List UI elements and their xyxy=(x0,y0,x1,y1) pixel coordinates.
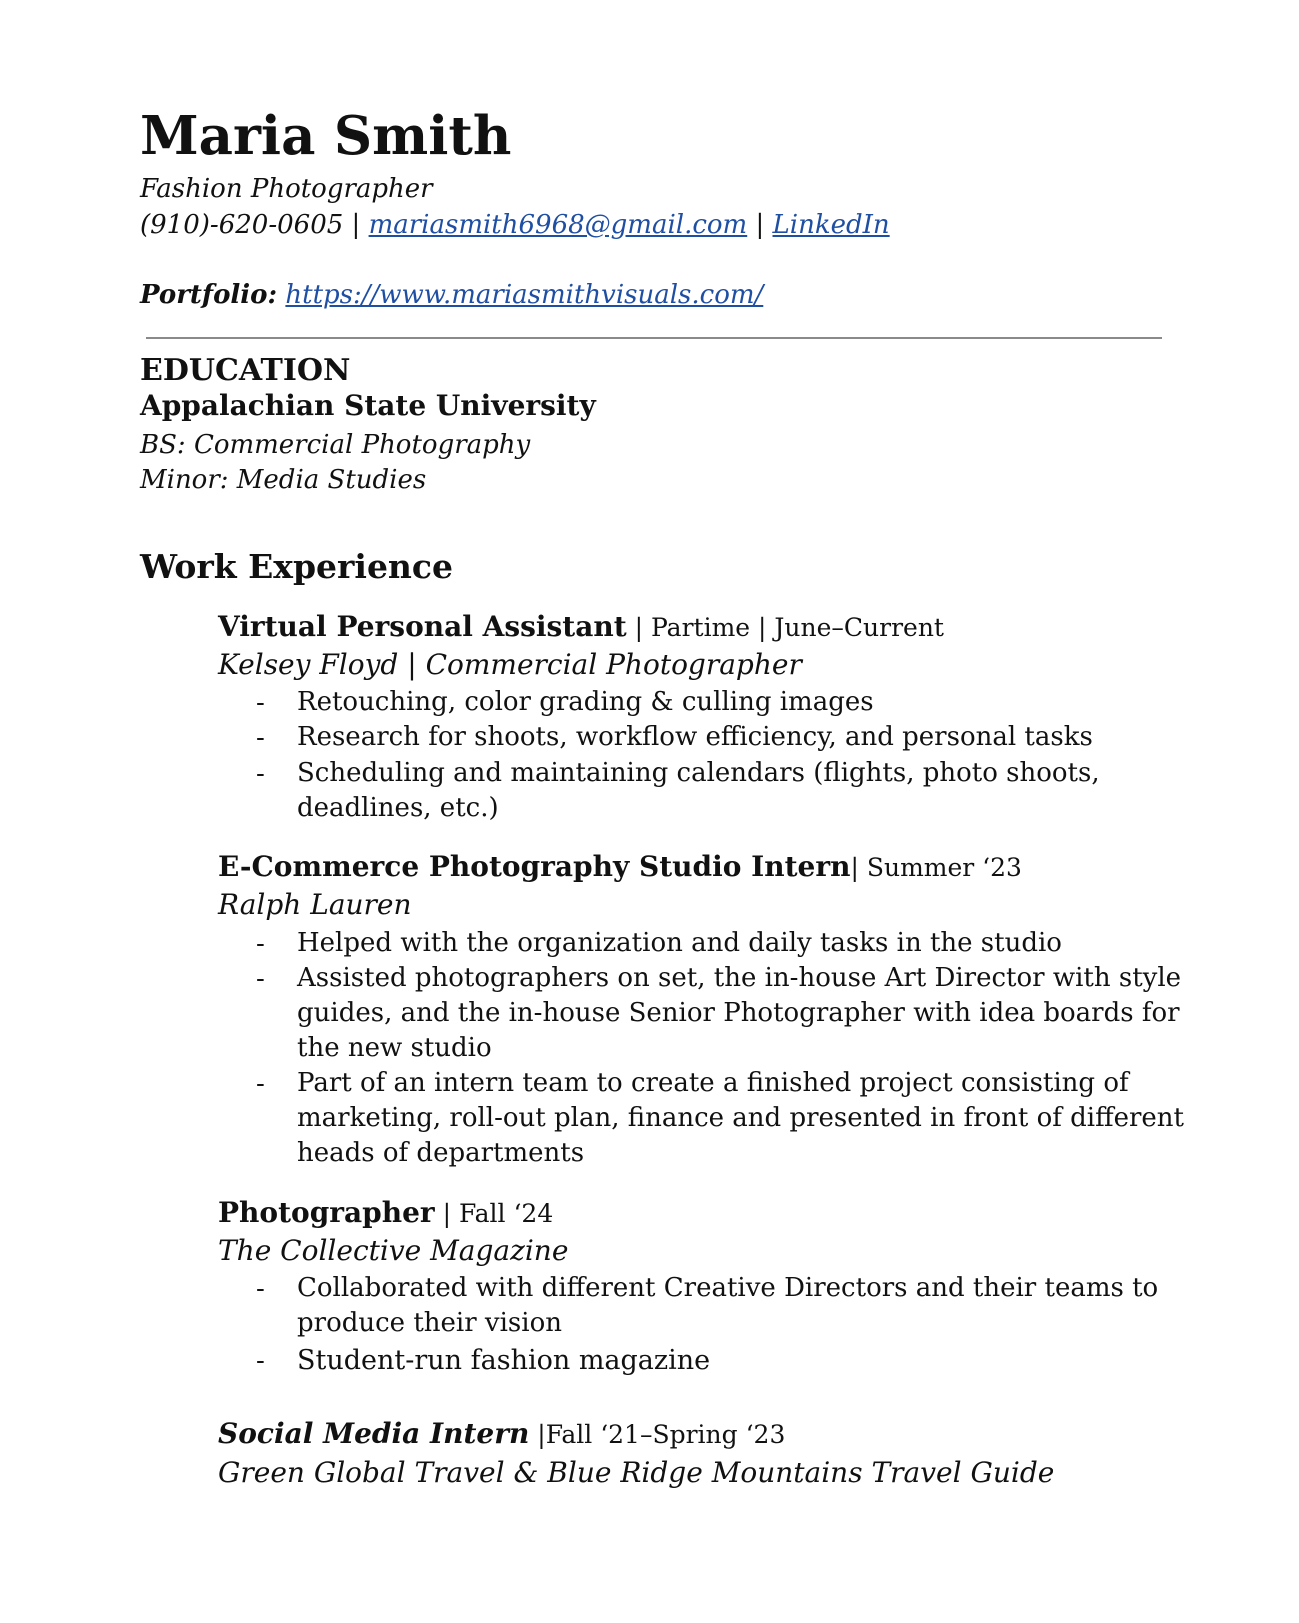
job-title-line xyxy=(218,1417,785,1452)
linkedin-link[interactable]: LinkedIn xyxy=(772,210,890,240)
portfolio-label: Portfolio: xyxy=(140,280,278,310)
minor: Minor: Media Studies xyxy=(140,465,427,495)
contact-separator: | xyxy=(755,210,765,240)
bullet-text: Research for shoots, workflow efficiency, and personal tasks xyxy=(297,722,1093,752)
job-title: E-Commerce Photography Studio Intern xyxy=(218,850,851,883)
bullet-text: Scheduling and maintaining calendars (flights, photo shoots, xyxy=(297,758,1100,788)
portfolio-line xyxy=(140,278,763,312)
candidate-role: Fashion Photographer xyxy=(140,174,433,204)
bullet-text: Assisted photographers on set, the in-house Art Director with style xyxy=(297,963,1182,993)
bullet-marker: - xyxy=(256,1069,265,1099)
bullet-text: Student-run fashion magazine xyxy=(297,1345,711,1376)
job-company: The Collective Magazine xyxy=(218,1234,569,1267)
job-company: Green Global Travel & Blue Ridge Mountains Travel Guide xyxy=(218,1456,1055,1489)
bullet-marker: - xyxy=(256,1346,265,1376)
bullet-text-continued: deadlines, etc.) xyxy=(297,793,499,823)
job-meta: | Fall ‘24 xyxy=(434,1199,554,1228)
job-title: Photographer xyxy=(218,1196,435,1229)
bullet-marker: - xyxy=(256,1274,265,1304)
phone-number: (910)-620-0605 xyxy=(140,210,344,240)
job-company: Kelsey Floyd | Commercial Photographer xyxy=(218,648,802,681)
bullet-text-continued: guides, and the in-house Senior Photographer with idea boards for xyxy=(297,998,1180,1028)
bullet-text: Helped with the organization and daily tasks in the studio xyxy=(297,928,1062,958)
portfolio-link[interactable]: https://www.mariasmithvisuals.com/ xyxy=(285,280,764,310)
work-heading: Work Experience xyxy=(140,547,454,586)
bullet-text: Part of an intern team to create a finished project consisting of xyxy=(297,1068,1129,1098)
contact-separator: | xyxy=(351,210,361,240)
section-divider xyxy=(146,337,1162,339)
email-link[interactable]: mariasmith6968@gmail.com xyxy=(368,210,748,240)
bullet-marker: - xyxy=(256,723,265,753)
contact-line xyxy=(140,208,890,242)
bullet-marker: - xyxy=(256,964,265,994)
job-title: Virtual Personal Assistant xyxy=(218,610,627,643)
bullet-marker: - xyxy=(256,759,265,789)
job-meta: | Partime | June–Current xyxy=(626,613,944,642)
bullet-text-continued: the new studio xyxy=(297,1033,492,1063)
job-meta: |Fall ‘21–Spring ‘23 xyxy=(529,1420,786,1449)
bullet-marker: - xyxy=(256,688,265,718)
bullet-text: Collaborated with different Creative Directors and their teams to xyxy=(297,1273,1159,1303)
bullet-text-continued: heads of departments xyxy=(297,1138,585,1168)
job-title-line xyxy=(218,850,1022,885)
job-title-line xyxy=(218,610,944,645)
degree: BS: Commercial Photography xyxy=(140,430,531,460)
bullet-text: Retouching, color grading & culling images xyxy=(297,687,874,717)
bullet-text-continued: marketing, roll-out plan, finance and presented in front of different xyxy=(297,1103,1184,1133)
job-company: Ralph Lauren xyxy=(218,888,412,921)
job-title: Social Media Intern xyxy=(218,1417,530,1450)
job-meta: | Summer ‘23 xyxy=(850,853,1022,882)
job-title-line xyxy=(218,1196,553,1231)
education-heading: EDUCATION xyxy=(140,353,351,388)
candidate-name: Maria Smith xyxy=(140,105,512,167)
bullet-marker: - xyxy=(256,929,265,959)
bullet-text-continued: produce their vision xyxy=(297,1308,562,1338)
school-name: Appalachian State University xyxy=(140,389,596,422)
